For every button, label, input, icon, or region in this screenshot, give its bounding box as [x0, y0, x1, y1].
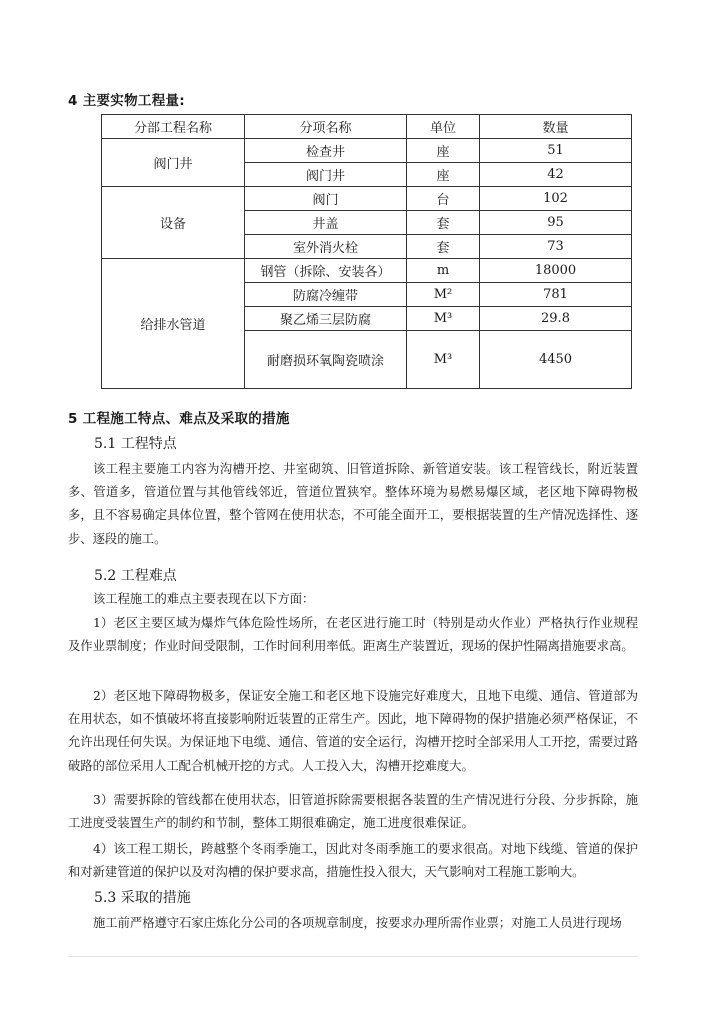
group-name-cell: 阀门井 — [102, 139, 245, 187]
item-cell: 聚乙烯三层防腐 — [245, 307, 407, 331]
section-4-heading: 4 主要实物工程量: — [68, 93, 185, 109]
unit-cell: 台 — [407, 187, 480, 211]
unit-cell: 座 — [407, 163, 480, 187]
paragraph-difficulty-4: 4）该工程工期长，跨越整个冬雨季施工，因此对冬雨季施工的要求很高。对地下线缆、管道的保护和对新建管道的保护以及对沟槽的保护要求高，措施性投入很大，天气影响对工程施工影响大。 — [68, 842, 638, 880]
header-cell: 数量 — [480, 115, 632, 139]
table-row — [102, 259, 632, 283]
qty-cell: 4450 — [480, 331, 632, 389]
header-cell: 单位 — [407, 115, 480, 139]
unit-cell: m — [407, 259, 480, 283]
subsection-5-1-heading: 5.1 工程特点 — [94, 436, 177, 452]
header-cell: 分部工程名称 — [102, 115, 245, 139]
paragraph-difficulty-1: 1）老区主要区域为爆炸气体危险性场所，在老区进行施工时（特别是动火作业）严格执行作业规程及作业票制度；作业时间受限制，工作时间利用率低。距离生产装置近，现场的保护性隔离措施要求高。 — [68, 616, 638, 654]
header-cell: 分项名称 — [245, 115, 407, 139]
unit-cell: M² — [407, 283, 480, 307]
qty-cell: 18000 — [480, 259, 632, 283]
item-cell: 阀门 — [245, 187, 407, 211]
qty-cell: 73 — [480, 235, 632, 259]
qty-cell: 95 — [480, 211, 632, 235]
table-row — [102, 187, 632, 211]
paragraph-difficulty-2: 2）老区地下障碍物极多，保证安全施工和老区地下设施完好难度大，且地下电缆、通信、管道部为在用状态，如不慎破坏将直接影响附近装置的正常生产。因此，地下障碍物的保护措施必须严格保证，不允许出现任何失误。为保证地下电缆、通信、管道的安全运行，沟槽开挖时全部采用人工开挖，需要过路破路的部位采用人工配合机械开挖的方式。人工投入大，沟槽开挖难度大。 — [68, 689, 638, 773]
paragraph-measures: 施工前严格遵守石家庄炼化分公司的各项规章制度，按要求办理所需作业票；对施工人员进行现场 — [93, 916, 622, 930]
item-cell: 耐磨损环氧陶瓷喷涂 — [245, 331, 407, 389]
group-name-cell: 设备 — [102, 187, 245, 259]
item-cell: 检查井 — [245, 139, 407, 163]
paragraph-features: 该工程主要施工内容为沟槽开挖、井室砌筑、旧管道拆除、新管道安装。该工程管线长，附近装置多、管道多，管道位置与其他管线邻近，管道位置狭窄。整体环境为易燃易爆区域，老区地下障碍物极多，且不容易确定具体位置，整个管网在使用状态，不可能全面开工，要根据装置的生产情况选择性、逐步、逐段的施工。 — [68, 462, 638, 546]
group-name-cell: 给排水管道 — [102, 259, 245, 389]
paragraph-difficulty-3: 3）需要拆除的管线都在使用状态，旧管道拆除需要根据各装置的生产情况进行分段、分步拆除，施工进度受装置生产的制约和节制，整体工期很难确定，施工进度很难保证。 — [68, 793, 638, 831]
quantity-table — [101, 114, 632, 389]
qty-cell: 781 — [480, 283, 632, 307]
unit-cell: M³ — [407, 331, 480, 389]
qty-cell: 29.8 — [480, 307, 632, 331]
subsection-5-2-heading: 5.2 工程难点 — [94, 568, 177, 584]
table-row — [102, 139, 632, 163]
item-cell: 阀门井 — [245, 163, 407, 187]
section-5-heading: 5 工程施工特点、难点及采取的措施 — [68, 411, 290, 427]
subsection-5-3-heading: 5.3 采取的措施 — [94, 890, 191, 906]
unit-cell: M³ — [407, 307, 480, 331]
paragraph-difficulties-intro: 该工程施工的难点主要表现在以下方面： — [93, 592, 315, 606]
unit-cell: 座 — [407, 139, 480, 163]
footer-divider — [68, 956, 638, 957]
table-header-row — [102, 115, 632, 139]
qty-cell: 42 — [480, 163, 632, 187]
item-cell: 井盖 — [245, 211, 407, 235]
item-cell: 钢管（拆除、安装各） — [245, 259, 407, 283]
item-cell: 防腐冷缠带 — [245, 283, 407, 307]
qty-cell: 51 — [480, 139, 632, 163]
unit-cell: 套 — [407, 235, 480, 259]
unit-cell: 套 — [407, 211, 480, 235]
item-cell: 室外消火栓 — [245, 235, 407, 259]
qty-cell: 102 — [480, 187, 632, 211]
